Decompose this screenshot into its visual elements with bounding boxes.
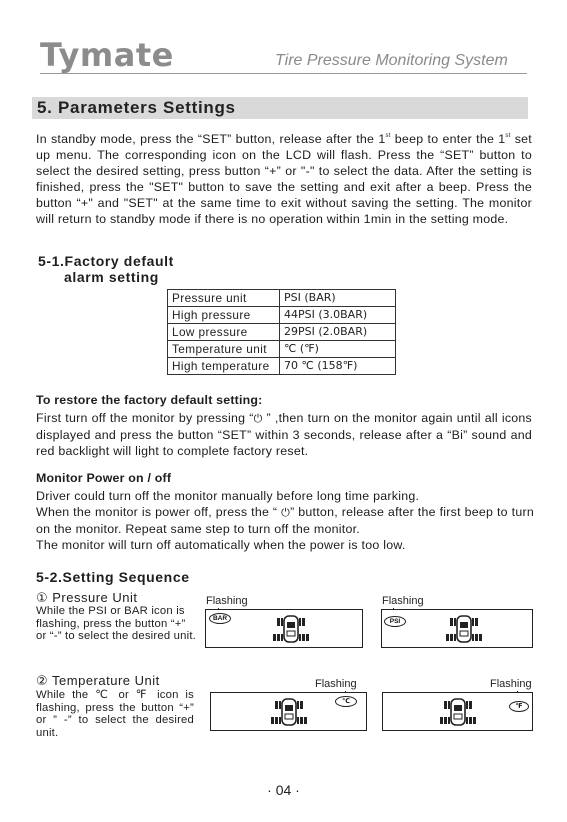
- power-paragraph: [36, 488, 534, 553]
- power-line-1: Driver could turn off the monitor manually before long time parking.: [36, 489, 420, 503]
- lcd-display-pressure-bar: [205, 609, 363, 648]
- table-row: [168, 324, 396, 341]
- table-cell-label: High temperature: [168, 358, 280, 375]
- section-title: 5. Parameters Settings: [37, 98, 236, 117]
- fahrenheit-unit-badge: ℉: [509, 701, 529, 712]
- table-cell-value: 70 ℃ (158℉): [280, 358, 396, 375]
- flashing-label: Flashing: [382, 595, 424, 607]
- car-tire-icon: [436, 697, 480, 727]
- intro-text-a: In standby mode, press the “SET” button, release after the 1: [36, 132, 386, 146]
- table-row: [168, 341, 396, 358]
- subsection-1-title-line2: alarm setting: [64, 269, 159, 285]
- subsection-2-heading: 5-2.Setting Sequence: [36, 569, 190, 585]
- power-icon: ⏻: [253, 412, 263, 425]
- flashing-label: Flashing: [206, 595, 248, 607]
- table-cell-value: 44PSI (3.0BAR): [280, 307, 396, 324]
- table-row: [168, 290, 396, 307]
- restore-heading: To restore the factory default setting:: [36, 393, 263, 407]
- step-1-text: While the PSI or BAR icon is flashing, press the button “+” or “-” to select the desired unit.: [36, 605, 197, 642]
- bar-unit-badge: BAR: [209, 613, 231, 624]
- car-tire-icon: [442, 614, 486, 644]
- power-line-3: The monitor will turn off automatically when the power is too low.: [36, 538, 406, 552]
- intro-text-c: set up menu. The corresponding icon on the LCD will flash. Press the “SET” button to select the desired setting, press button “+” or "-" to select the data. After the setting is finished, press the "SET" button to save the setting and exit after a beep. Press the button “+" and "SET" at the same time to exit without saving the setting. The monitor will return to standby mode if there is no operation within 1min in the setting mode.: [36, 132, 532, 226]
- subsection-1-heading: [38, 253, 174, 269]
- header-divider: [40, 73, 527, 74]
- table-cell-label: Low pressure: [168, 324, 280, 341]
- subsection-1-number: 5-1: [38, 253, 61, 269]
- table-cell-value: 29PSI (2.0BAR): [280, 324, 396, 341]
- table-cell-label: Pressure unit: [168, 290, 280, 307]
- flashing-label: Flashing: [490, 678, 532, 690]
- table-cell-value: ℃ (℉): [280, 341, 396, 358]
- power-line-2a: When the monitor is power off, press the “: [36, 505, 282, 519]
- intro-superscript-2: st: [505, 133, 511, 139]
- lcd-display-temperature-f: [382, 692, 533, 731]
- step-2-title: ② Temperature Unit: [36, 673, 160, 688]
- car-tire-icon: [267, 697, 311, 727]
- restore-text-a: First turn off the monitor by pressing “: [36, 411, 254, 425]
- step-2-text: While the ℃ or ℉ icon is flashing, press the button “+” or ” -” to select the desired unit.: [36, 689, 194, 739]
- intro-text-b: beep to enter the 1: [390, 132, 506, 146]
- car-tire-icon: [269, 614, 313, 644]
- restore-text-b: ” ,then turn on the monitor again until all icons displayed and press the button “SET” within 3 seconds, release after a “Bi” sound and red backlight will light to complete factory reset.: [36, 411, 532, 458]
- intro-superscript-1: st: [385, 133, 391, 139]
- table-row: [168, 307, 396, 324]
- flashing-label: Flashing: [315, 678, 357, 690]
- intro-paragraph: [36, 131, 532, 227]
- power-icon: ⏻: [281, 506, 291, 519]
- factory-default-table: [167, 289, 396, 375]
- page-number: · 04 ·: [267, 782, 300, 798]
- header-subtitle: Tire Pressure Monitoring System: [275, 52, 508, 69]
- table-cell-label: Temperature unit: [168, 341, 280, 358]
- step-1-title: ① Pressure Unit: [36, 590, 138, 605]
- power-line-2b: ” button, release after the first beep to turn on the monitor. Repeat same step to turn off the monitor.: [36, 505, 534, 536]
- brand-logo: Tymate: [40, 36, 174, 74]
- table-row: [168, 358, 396, 375]
- power-heading: Monitor Power on / off: [36, 471, 172, 485]
- restore-paragraph: [36, 410, 532, 459]
- celsius-unit-badge: ℃: [335, 696, 357, 707]
- subsection-1-title-line1: .Factory default: [60, 253, 174, 269]
- table-cell-label: High pressure: [168, 307, 280, 324]
- lcd-display-temperature-c: [210, 692, 367, 731]
- lcd-display-pressure-psi: [381, 609, 533, 648]
- psi-unit-badge: PSI: [384, 616, 406, 627]
- table-cell-value: PSI (BAR): [280, 290, 396, 307]
